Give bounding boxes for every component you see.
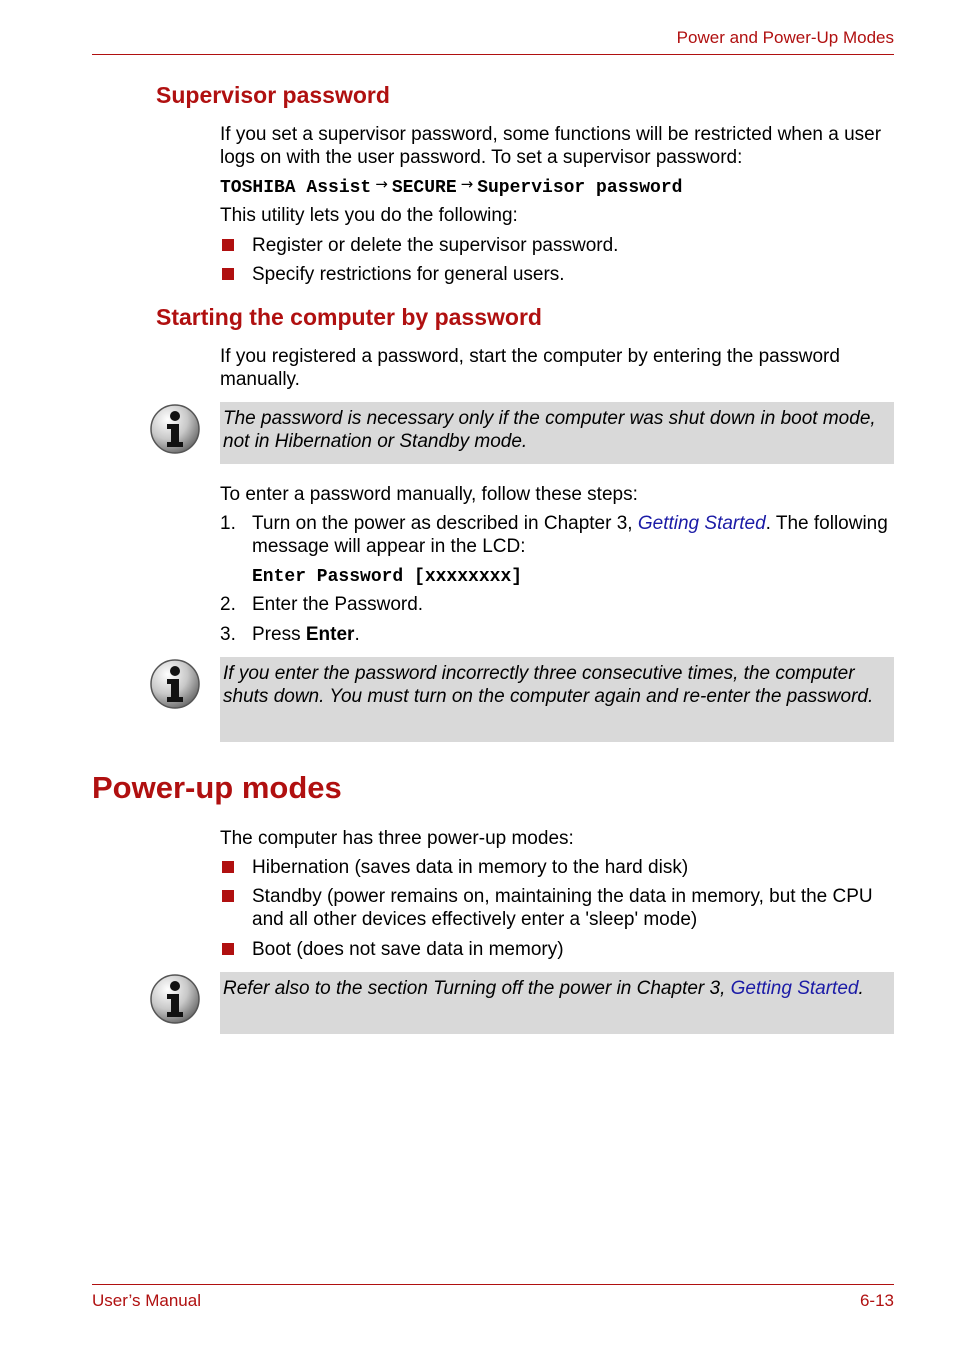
page-number: 6-13 xyxy=(859,1291,894,1310)
bullet-square-icon xyxy=(222,268,234,280)
bullet-square-icon xyxy=(222,890,234,902)
info-icon xyxy=(149,973,201,1025)
note-box xyxy=(220,402,894,464)
step-number: 3. xyxy=(220,624,236,645)
path-secure: SECURE xyxy=(391,178,457,198)
heading-power-up-modes: Power-up modes xyxy=(92,770,342,805)
key-name: Enter xyxy=(305,624,355,645)
note-text: The password is necessary only if the computer was shut down in boot mode, not in Hibernation or Standby mode. xyxy=(223,408,876,452)
step-text-part: Turn on the power as described in Chapter 3, xyxy=(252,513,638,534)
step-text xyxy=(252,623,895,646)
powerup-intro: The computer has three power-up modes: xyxy=(220,828,574,849)
step-text-part: . xyxy=(354,624,360,645)
getting-started-link[interactable]: Getting Started xyxy=(730,978,859,999)
running-header: Power and Power-Up Modes xyxy=(676,28,894,47)
note-box xyxy=(220,657,894,742)
step-text-part: . The following message will appear in the LCD: xyxy=(252,513,888,557)
list-item-text: Register or delete the supervisor password. xyxy=(252,235,619,256)
step-number: 1. xyxy=(220,513,236,534)
supervisor-utility-text: This utility lets you do the following: xyxy=(220,205,518,226)
supervisor-menu-path xyxy=(220,176,682,200)
heading-starting-by-password: Starting the computer by password xyxy=(156,304,542,330)
heading-supervisor-password: Supervisor password xyxy=(156,82,390,108)
step-text-part: Press xyxy=(252,624,306,645)
getting-started-link[interactable]: Getting Started xyxy=(637,513,766,534)
note-text-part: . xyxy=(858,978,864,999)
list-item-text: Boot (does not save data in memory) xyxy=(252,939,564,960)
steps-intro: To enter a password manually, follow these steps: xyxy=(220,484,638,505)
bullet-square-icon xyxy=(222,861,234,873)
supervisor-intro: If you set a supervisor password, some functions will be restricted when a user logs on with the user password. To set a supervisor password: xyxy=(220,124,882,168)
list-item-text: Specify restrictions for general users. xyxy=(252,264,565,285)
info-icon xyxy=(149,403,201,455)
note-box xyxy=(220,972,894,1034)
note-text xyxy=(223,977,888,1000)
arrow-right-icon: → xyxy=(375,175,388,193)
path-supervisor-password: Supervisor password xyxy=(477,178,683,198)
arrow-right-icon: → xyxy=(460,175,474,193)
footer-manual-title: User’s Manual xyxy=(92,1291,201,1310)
path-toshiba-assist: TOSHIBA Assist xyxy=(220,178,372,198)
step-text: Enter the Password. xyxy=(252,594,424,615)
bullet-square-icon xyxy=(222,943,234,955)
info-icon xyxy=(149,658,201,710)
list-item-text: Standby (power remains on, maintaining the data in memory, but the CPU and all other devices effectively enter a 'sleep' mode) xyxy=(252,886,873,930)
step-number: 2. xyxy=(220,594,236,615)
step-text xyxy=(252,512,895,558)
lcd-message: Enter Password [xxxxxxxx] xyxy=(252,567,523,587)
footer-rule xyxy=(92,1284,894,1285)
list-item-text: Hibernation (saves data in memory to the hard disk) xyxy=(252,857,689,878)
note-text: If you enter the password incorrectly three consecutive times, the computer shuts down. You must turn on the computer again and re-enter the password. xyxy=(223,663,874,707)
header-rule xyxy=(92,54,894,55)
note-text-part: Refer also to the section Turning off the power in Chapter 3, xyxy=(223,978,731,999)
bullet-square-icon xyxy=(222,239,234,251)
starting-intro: If you registered a password, start the computer by entering the password manually. xyxy=(220,346,840,390)
